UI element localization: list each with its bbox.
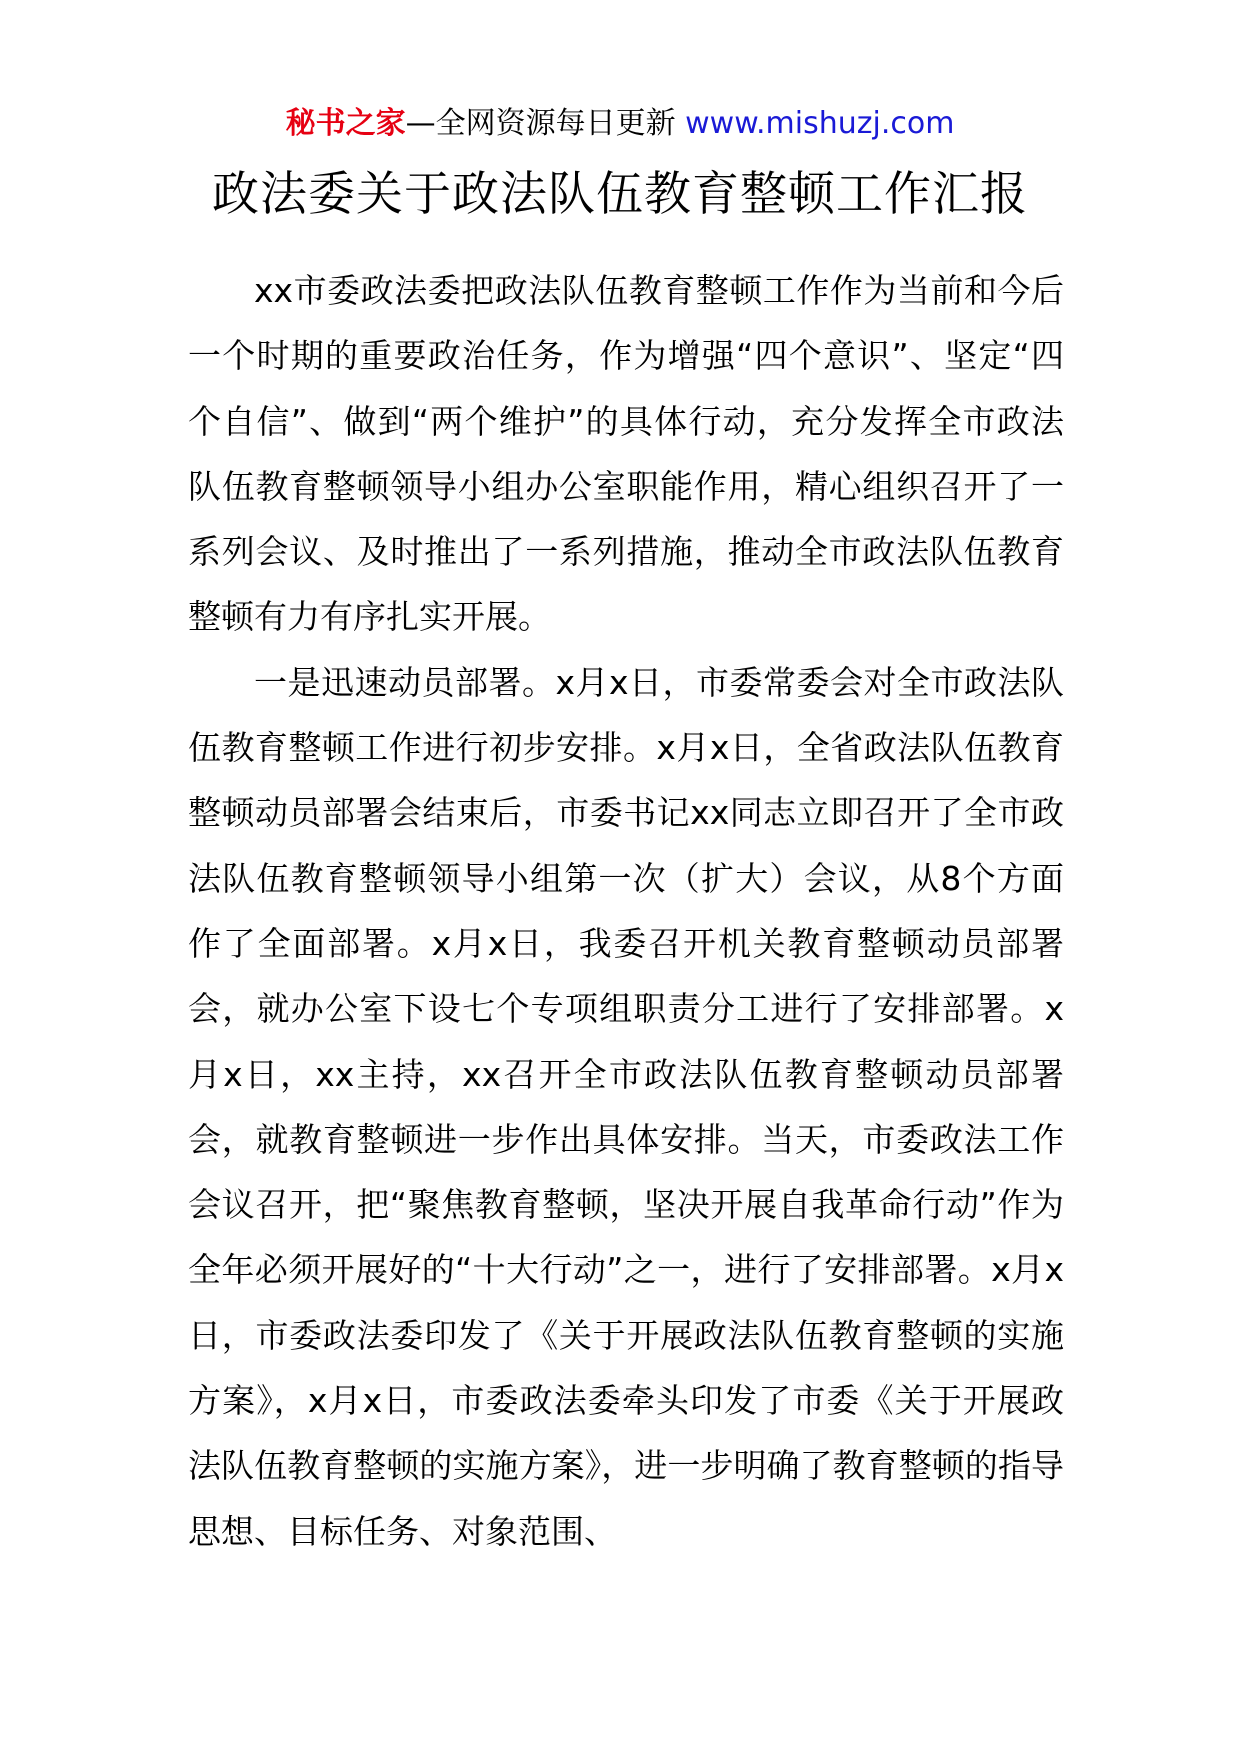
header-slogan: —全网资源每日更新	[405, 106, 676, 141]
document-title: 政法委关于政法队伍教育整顿工作汇报	[212, 167, 1028, 222]
paragraph-intro: xx市委政法委把政法队伍教育整顿工作作为当前和今后一个时期的重要政治任务，作为增强“四个意识”、坚定“四个自信”、做到“两个维护”的具体行动，充分发挥全市政法队伍教育整顿领导小组办公室职能作用，精心组织召开了一系列会议、及时推出了一系列措施，推动全市政法队伍教育整顿有力有序扎实开展。	[188, 271, 1064, 637]
site-url-link[interactable]: www.mishuzj.com	[685, 106, 955, 141]
site-header	[0, 100, 1240, 148]
paragraph-mobilization: 一是迅速动员部署。x月x日，市委常委会对全市政法队伍教育整顿工作进行初步安排。x月x日，全省政法队伍教育整顿动员部署会结束后，市委书记xx同志立即召开了全市政法队伍教育整顿领导小组第一次（扩大）会议，从8个方面作了全面部署。x月x日，我委召开机关教育整顿动员部署会，就办公室下设七个专项组职责分工进行了安排部署。x月x日，xx主持，xx召开全市政法队伍教育整顿动员部署会，就教育整顿进一步作出具体安排。当天，市委政法工作会议召开，把“聚焦教育整顿，坚决开展自我革命行动”作为全年必须开展好的“十大行动”之一，进行了安排部署。x月x日，市委政法委印发了《关于开展政法队伍教育整顿的实施方案》，x月x日，市委政法委牵头印发了市委《关于开展政法队伍教育整顿的实施方案》，进一步明确了教育整顿的指导思想、目标任务、对象范围、	[188, 662, 1064, 1551]
brand-name: 秘书之家	[285, 106, 406, 141]
document-body	[188, 258, 1064, 1564]
